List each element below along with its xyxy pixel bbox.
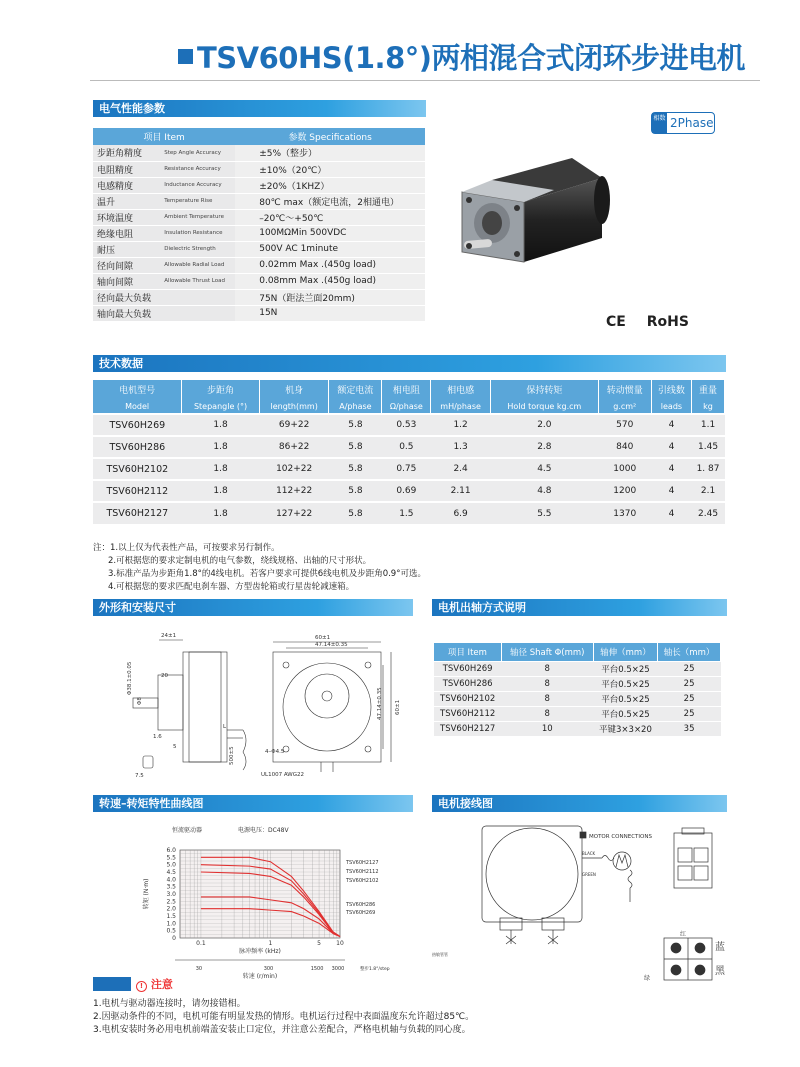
phase-badge-tag: 相数: [652, 113, 667, 133]
model-cell: TSV60H2112: [93, 480, 182, 502]
tech-cell: 6.9: [431, 502, 491, 524]
section-bar-wiring: [432, 795, 727, 812]
y-tick-label: 5.0: [166, 861, 176, 869]
tech-cell: 0.53: [382, 414, 431, 436]
note-3: 3.标准产品为步距角1.8°的4线电机。若客户要求可提供6线电机及步距角0.9°可选。: [108, 569, 426, 579]
y-tick-label: 2.0: [166, 905, 176, 913]
electrical-row: [93, 145, 425, 161]
tech-cell: 2.1: [692, 480, 725, 502]
torque-chart: [130, 818, 410, 978]
rpm-tick-label: 1500: [310, 966, 324, 972]
model-cell: TSV60H2102: [93, 458, 182, 480]
tech-cell: 4: [651, 414, 691, 436]
param-name-en: Allowable Thrust Load: [160, 273, 235, 289]
y-tick-label: 0: [172, 935, 176, 942]
tech-cell: 2.0: [491, 414, 599, 436]
x-axis-label: 脉冲频率 (kHz): [239, 948, 281, 955]
param-name: 电感精度: [93, 177, 160, 193]
shaft-cell: 25: [658, 691, 721, 706]
dimension-drawing: [93, 620, 413, 790]
param-name-en: Ambient Temperature: [160, 209, 235, 225]
tech-cell: 1.2: [431, 414, 491, 436]
note-1: 注：1.以上仅为代表性产品，可按要求另行制作。: [93, 543, 280, 553]
caution-item: 2.因驱动条件的不同，电机可能有明显发热的情形。电机运行过程中表面温度东允许超过85℃。: [93, 1012, 475, 1022]
shaft-row: [434, 676, 721, 691]
tech-table: [93, 380, 725, 524]
electrical-row: [93, 209, 425, 225]
rohs-mark: RoHS: [646, 314, 689, 330]
shaft-cell: TSV60H2112: [434, 706, 501, 721]
shaft-cell: 25: [658, 661, 721, 676]
dim-label: Φ38.1±0.05: [127, 661, 133, 695]
model-cell: TSV60H286: [93, 436, 182, 458]
tech-header-cn: [93, 380, 725, 399]
page-title: [178, 36, 745, 77]
shaft-cell: 10: [501, 721, 593, 736]
rpm-tick-label: 3000: [331, 966, 345, 972]
tech-header-cell: 相电感: [431, 380, 491, 399]
title-divider: [90, 80, 760, 81]
tech-header-en: [93, 399, 725, 414]
legend-label: TSV60H269: [346, 910, 376, 916]
x-tick-label: 0.1: [196, 940, 206, 947]
tech-header-unit: A/phase: [329, 399, 382, 414]
tech-header-unit: Hold torque kg.cm: [491, 399, 599, 414]
shaft-cell: TSV60H2102: [434, 691, 501, 706]
tech-cell: 5.8: [329, 480, 382, 502]
y-tick-label: 1.5: [166, 913, 176, 920]
wire-color-green: 绿: [644, 975, 651, 982]
model-cell: TSV60H2127: [93, 502, 182, 524]
section-title-torque: 转速–转矩特性曲线图: [99, 797, 204, 810]
param-name-en: Temperature Rise: [160, 193, 235, 209]
param-value: 100MΩMin 500VDC: [235, 225, 425, 241]
wire-color-black: 黑: [715, 966, 725, 977]
tech-row: [93, 458, 725, 480]
tech-header-cell: 相电阻: [382, 380, 431, 399]
tech-cell: 1200: [598, 480, 651, 502]
dim-label: 1.6: [153, 734, 162, 740]
dim-label: 20: [161, 673, 168, 679]
shaft-cell: 25: [658, 676, 721, 691]
wiring-diagram: [432, 818, 727, 982]
shaft-cell: 8: [501, 691, 593, 706]
section-bar-shaft: [432, 599, 727, 616]
shaft-cell: TSV60H269: [434, 661, 501, 676]
x-tick-label: 10: [336, 940, 344, 947]
electrical-row: [93, 305, 425, 321]
tech-cell: 1000: [598, 458, 651, 480]
section-title-tech: 技术数据: [99, 357, 143, 370]
tech-header-cell: 保持转矩: [491, 380, 599, 399]
tech-cell: 4: [651, 480, 691, 502]
caution-item: 3.电机安装时务必用电机前端盖安装止口定位，并注意公差配合，严格电机轴与负载的同心度。: [93, 1025, 471, 1035]
motor-photo: [452, 150, 622, 275]
shaft-cell: 8: [501, 676, 593, 691]
electrical-table: [93, 128, 425, 322]
ce-mark: CE: [606, 314, 626, 330]
tech-cell: 5.5: [491, 502, 599, 524]
caution-item: 1.电机与驱动器连接时，请勿接错相。: [93, 999, 246, 1009]
dim-label: 24±1: [161, 633, 177, 639]
param-name-en: Step Angle Accuracy: [160, 145, 235, 161]
dim-label: 60±1: [315, 635, 331, 641]
tech-row: [93, 480, 725, 502]
param-name-en: [160, 289, 235, 305]
tech-cell: 1.8: [182, 458, 260, 480]
tech-body: [93, 414, 725, 524]
shaft-row: [434, 691, 721, 706]
section-title-dimensions: 外形和安装尺寸: [99, 601, 176, 614]
tech-cell: 4: [651, 458, 691, 480]
shaft-cell: TSV60H286: [434, 676, 501, 691]
tech-cell: 1.8: [182, 414, 260, 436]
param-name-en: Allowable Radial Load: [160, 257, 235, 273]
legend-label: TSV60H2102: [346, 878, 379, 884]
x-tick-label: 1: [268, 940, 273, 947]
shaft-cell: 8: [501, 661, 593, 676]
shaft-row: [434, 721, 721, 736]
electrical-row: [93, 257, 425, 273]
shaft-cell: 8: [501, 706, 593, 721]
shaft-table: [434, 643, 721, 736]
param-name-en: Inductance Accuracy: [160, 177, 235, 193]
electrical-row: [93, 289, 425, 305]
tech-cell: 570: [598, 414, 651, 436]
shaft-cell: 35: [658, 721, 721, 736]
param-name: 轴向间隙: [93, 273, 160, 289]
dim-label: 7.5: [135, 773, 144, 779]
tech-cell: 2.4: [431, 458, 491, 480]
shaft-cell: 平台0.5×25: [593, 676, 657, 691]
param-name: 耐压: [93, 241, 160, 257]
attention-bar: [93, 977, 131, 991]
param-value: ±20%（1KHZ）: [235, 177, 425, 193]
attention-title-text: 注意: [150, 978, 173, 991]
tech-cell: 2.45: [692, 502, 725, 524]
certifications: [606, 314, 705, 330]
param-name-en: [160, 305, 235, 321]
y-axis-label: 转矩 (N·m): [143, 878, 150, 910]
tech-header-cell: 电机型号: [93, 380, 182, 399]
param-name: 步距角精度: [93, 145, 160, 161]
tech-cell: 5.8: [329, 458, 382, 480]
tech-cell: 5.8: [329, 436, 382, 458]
y-tick-label: 5.5: [166, 854, 176, 862]
dim-label: 60±1: [395, 699, 401, 715]
y-tick-label: 3.5: [166, 883, 176, 891]
param-value: 0.08mm Max .(450g load): [235, 273, 425, 289]
electrical-body: [93, 145, 425, 321]
tech-cell: 102+22: [259, 458, 328, 480]
param-name-en: Insulation Resistance: [160, 225, 235, 241]
y-tick-label: 6.0: [166, 847, 176, 854]
tech-header-cell: 额定电流: [329, 380, 382, 399]
tech-cell: 2.8: [491, 436, 599, 458]
param-value: ±5%（整步）: [235, 145, 425, 161]
tech-cell: 1.45: [692, 436, 725, 458]
tech-header-unit: Model: [93, 399, 182, 414]
param-value: 75N（距法兰面20mm): [235, 289, 425, 305]
tech-cell: 4: [651, 436, 691, 458]
tech-cell: 4: [651, 502, 691, 524]
shaft-header-cell: 项目 Item: [434, 643, 501, 661]
tech-header-cell: 重量: [692, 380, 725, 399]
dim-label: Φ8: [137, 697, 143, 705]
note-2: 2.可根据您的要求定制电机的电气参数，绕线规格、出轴的尺寸形状。: [108, 556, 372, 566]
y-tick-label: 0.5: [166, 927, 176, 935]
param-name: 轴向最大负载: [93, 305, 160, 321]
section-bar-electrical: [93, 100, 426, 117]
electrical-row: [93, 177, 425, 193]
section-title-shaft: 电机出轴方式说明: [438, 601, 526, 614]
param-value: ±10%（20℃）: [235, 161, 425, 177]
shaft-body: [434, 661, 721, 736]
title-square-icon: [178, 49, 193, 64]
rpm-axis-label: 转速 (r/min): [242, 973, 278, 980]
warning-icon: !: [136, 981, 147, 992]
y-tick-label: 2.5: [166, 898, 176, 906]
tech-cell: 1. 87: [692, 458, 725, 480]
y-tick-label: 1.0: [166, 920, 176, 928]
wire-color-blue: 蓝: [715, 942, 725, 953]
tech-cell: 0.69: [382, 480, 431, 502]
shaft-row: [434, 661, 721, 676]
shaft-header-cell: 轴径 Shaft Φ(mm): [501, 643, 593, 661]
tech-header-unit: g.cm²: [598, 399, 651, 414]
electrical-row: [93, 241, 425, 257]
dim-label: 47.14±0.35: [377, 687, 383, 720]
shaft-header: [434, 643, 721, 661]
tech-header-unit: mH/phase: [431, 399, 491, 414]
tech-cell: 0.75: [382, 458, 431, 480]
title-text: TSV60HS(1.8°)两相混合式闭环步进电机: [197, 41, 746, 75]
shaft-cell: 平台0.5×25: [593, 661, 657, 676]
shaft-cell: 25: [658, 706, 721, 721]
param-name-en: Dielectric Strength: [160, 241, 235, 257]
tech-header-unit: Ω/phase: [382, 399, 431, 414]
param-value: 0.02mm Max .(450g load): [235, 257, 425, 273]
tech-cell: 0.5: [382, 436, 431, 458]
param-value: –20℃～+50℃: [235, 209, 425, 225]
legend-label: TSV60H2112: [346, 869, 379, 875]
electrical-header-item: 项目 Item: [93, 128, 235, 145]
tech-header-cell: 引线数: [651, 380, 691, 399]
tech-cell: 1370: [598, 502, 651, 524]
section-bar-dimensions: [93, 599, 413, 616]
tech-header-cell: 转动惯量: [598, 380, 651, 399]
dim-label: UL1007 AWG22: [261, 772, 304, 778]
electrical-row: [93, 161, 425, 177]
tech-cell: 2.11: [431, 480, 491, 502]
param-name: 径向最大负载: [93, 289, 160, 305]
tech-cell: 112+22: [259, 480, 328, 502]
param-value: 80℃ max（额定电流，2相通电）: [235, 193, 425, 209]
tech-header-unit: leads: [651, 399, 691, 414]
electrical-row: [93, 193, 425, 209]
shaft-cell: 平键3×3×20: [593, 721, 657, 736]
shaft-cell: 平台0.5×25: [593, 691, 657, 706]
electrical-header-spec: 参数 Specifications: [235, 128, 425, 145]
shaft-cell: 平台0.5×25: [593, 706, 657, 721]
y-tick-label: 4.5: [166, 869, 176, 876]
y-tick-label: 4.0: [166, 876, 176, 884]
param-name: 温升: [93, 193, 160, 209]
param-value: 500V AC 1minute: [235, 241, 425, 257]
electrical-row: [93, 273, 425, 289]
dim-label: 4–Φ4.5: [265, 749, 285, 755]
shaft-row: [434, 706, 721, 721]
notes: [93, 542, 426, 594]
wiring-title: MOTOR CONNECTIONS: [589, 834, 652, 840]
wire-color-red: 红: [680, 931, 687, 938]
cable-label: 热敏管管: [432, 952, 448, 957]
y-tick-label: 3.0: [166, 891, 176, 898]
tech-cell: 1.1: [692, 414, 725, 436]
electrical-row: [93, 225, 425, 241]
voltage-label: 电源电压：DC48V: [238, 827, 289, 834]
tech-cell: 4.5: [491, 458, 599, 480]
section-bar-tech: [93, 355, 726, 372]
caution-list: [93, 998, 474, 1037]
dim-label: 47.14±0.35: [315, 642, 348, 648]
tech-cell: 1.8: [182, 436, 260, 458]
tech-cell: 69+22: [259, 414, 328, 436]
tech-cell: 1.3: [431, 436, 491, 458]
tech-cell: 127+22: [259, 502, 328, 524]
tech-cell: 1.8: [182, 502, 260, 524]
tech-cell: 86+22: [259, 436, 328, 458]
section-title-electrical: 电气性能参数: [99, 102, 165, 115]
x-tick-label: 5: [317, 940, 321, 947]
tech-row: [93, 502, 725, 524]
tech-cell: 5.8: [329, 414, 382, 436]
model-cell: TSV60H269: [93, 414, 182, 436]
rpm-tick-label: 300: [263, 966, 274, 972]
tech-row: [93, 436, 725, 458]
step-note: 整步1.8°/step: [360, 967, 390, 972]
param-name: 绝缘电阻: [93, 225, 160, 241]
tech-header-unit: length(mm): [259, 399, 328, 414]
param-name-en: Resistance Accuracy: [160, 161, 235, 177]
dim-label: L: [223, 724, 227, 730]
section-bar-torque: [93, 795, 413, 812]
motor-connection-icon: [580, 832, 586, 838]
param-name: 环境温度: [93, 209, 160, 225]
driver-label: 恒流驱动器: [172, 827, 203, 834]
param-name: 径向间隙: [93, 257, 160, 273]
tech-header-cell: 机身: [259, 380, 328, 399]
tech-header-unit: Stepangle (°): [182, 399, 260, 414]
shaft-cell: TSV60H2127: [434, 721, 501, 736]
shaft-header-cell: 轴长（mm）: [658, 643, 721, 661]
legend-label: TSV60H286: [346, 902, 376, 908]
legend-label: TSV60H2127: [346, 860, 379, 866]
tech-cell: 4.8: [491, 480, 599, 502]
wire-label: BLACK: [582, 851, 596, 856]
attention-title: [136, 976, 173, 992]
rpm-tick-label: 30: [195, 966, 203, 972]
phase-badge-text: 2Phase: [670, 116, 714, 130]
shaft-header-cell: 轴伸（mm）: [593, 643, 657, 661]
tech-header-unit: kg: [692, 399, 725, 414]
tech-cell: 5.8: [329, 502, 382, 524]
phase-badge: [651, 112, 715, 134]
tech-cell: 1.8: [182, 480, 260, 502]
tech-cell: 840: [598, 436, 651, 458]
wire-label: GREEN: [582, 872, 596, 877]
tech-header-cell: 步距角: [182, 380, 260, 399]
note-4: 4.可根据您的要求匹配电刹车器、方型齿轮箱或行星齿轮减速箱。: [108, 582, 355, 592]
dim-label: 500±5: [229, 746, 235, 765]
section-title-wiring: 电机接线图: [438, 797, 493, 810]
tech-cell: 1.5: [382, 502, 431, 524]
param-value: 15N: [235, 305, 425, 321]
tech-row: [93, 414, 725, 436]
dim-label: 5: [173, 744, 177, 750]
param-name: 电阻精度: [93, 161, 160, 177]
